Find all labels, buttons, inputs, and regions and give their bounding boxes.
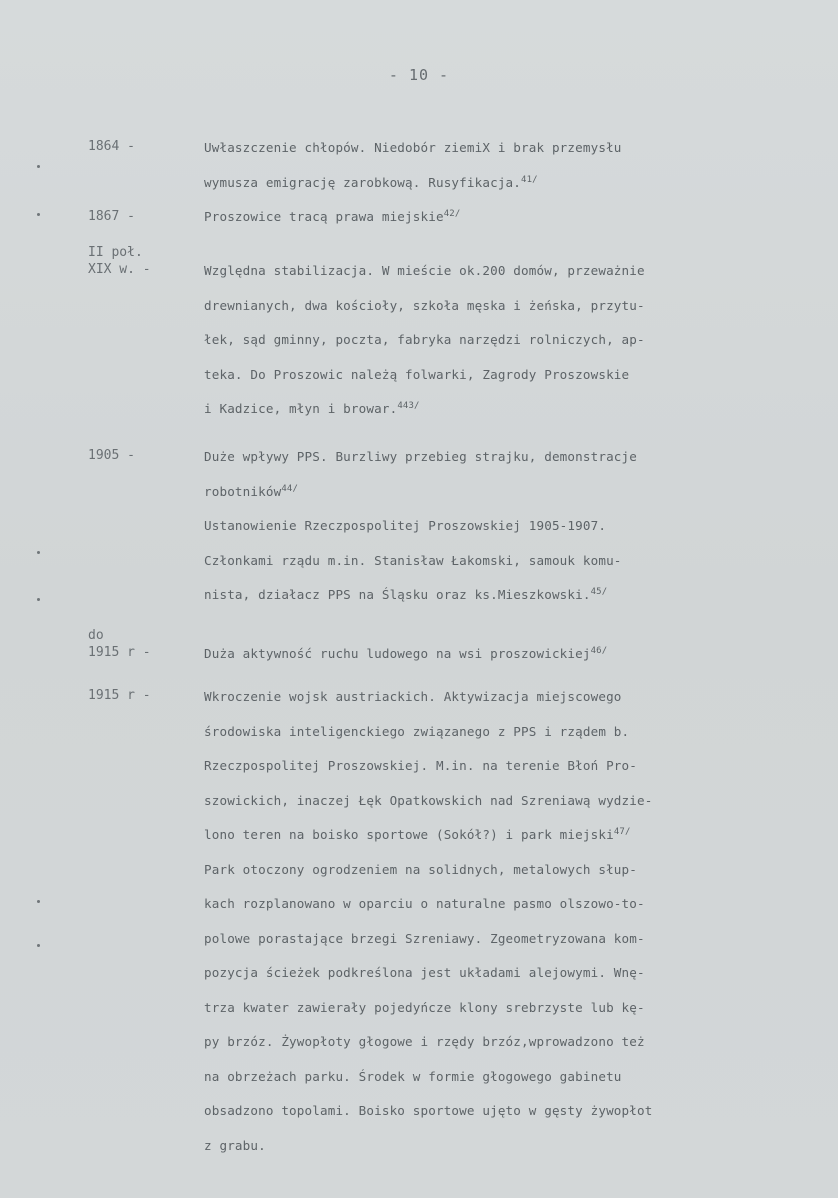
margin-speck (37, 944, 40, 947)
entry-date: 1905 - (88, 448, 135, 463)
entry-date: 1867 - (88, 209, 135, 224)
text-line: teka. Do Proszowic należą folwarki, Zagrody Proszowskie (204, 366, 630, 382)
text-line: Względna stabilizacja. W mieście ok.200 domów, przeważnie (204, 263, 645, 278)
text-line: py brzóz. Żywopłoty głogowe i rzędy brzóz,wprowadzono też (204, 1034, 645, 1049)
margin-speck (37, 900, 40, 903)
text-line: Proszowice tracą prawa miejskie$^{42/}$ (204, 208, 461, 224)
entry-date: 1915 r - (88, 688, 151, 703)
text-line: łek, sąd gminny, poczta, fabryka narzędzi rolniczych, ap- (204, 332, 645, 347)
text-line: Duża aktywność ruchu ludowego na wsi proszowickiej$^{46/}$ (204, 645, 608, 661)
entry-text (204, 254, 814, 427)
text-line: lono teren na boisko sportowe (Sokół?) i park miejski$^{47/}$ (204, 826, 631, 842)
text-line: wymusza emigrację zarobkową. Rusyfikacja.$^{41/}$ (204, 174, 538, 190)
margin-speck (37, 598, 40, 601)
text-line: Członkami rządu m.in. Stanisław Łakomski, samouk komu- (204, 552, 622, 568)
margin-speck (37, 551, 40, 554)
entry-date: II poł. XIX w. - (88, 245, 151, 277)
text-line: Wkroczenie wojsk austriackich. Aktywizacja miejscowego (204, 689, 622, 704)
text-line: kach rozplanowano w oparciu o naturalne pasmo olszowo-to- (204, 896, 645, 911)
text-line: środowiska inteligenckiego związanego z PPS i rządem b. (204, 723, 630, 739)
text-line: Ustanowienie Rzeczpospolitej Proszowskiej 1905-1907. (204, 518, 607, 533)
text-line: Uwłaszczenie chłopów. Niedobór ziemiX i brak przemysłu (204, 140, 622, 155)
entry-text (204, 680, 814, 1163)
entry-date: do 1915 r - (88, 628, 151, 660)
text-line: szowickich, inaczej Łęk Opatkowskich nad Szreniawą wydzie- (204, 792, 653, 808)
text-line: i Kadzice, młyn i browar.$^{443/}$ (204, 400, 420, 416)
text-line: obsadzono topolami. Boisko sportowe ujęto w gęsty żywopłot (204, 1103, 653, 1118)
text-line: Duże wpływy PPS. Burzliwy przebieg strajku, demonstracje (204, 449, 637, 464)
text-line: drewnianych, dwa kościoły, szkoła męska i żeńska, przytu- (204, 297, 645, 313)
entry-text (204, 131, 814, 200)
entry-text (204, 200, 814, 235)
entry-text (204, 637, 814, 672)
text-line: na obrzeżach parku. Środek w formie głogowego gabinetu (204, 1068, 622, 1084)
text-line: nista, działacz PPS na Śląsku oraz ks.Mieszkowski.$^{45/}$ (204, 586, 608, 602)
entry-text (204, 440, 814, 613)
text-line: Park otoczony ogrodzeniem na solidnych, metalowych słup- (204, 861, 637, 877)
text-line: Rzeczpospolitej Proszowskiej. M.in. na terenie Błoń Pro- (204, 758, 637, 773)
text-line: polowe porastające brzegi Szreniawy. Zgeometryzowana kom- (204, 930, 645, 946)
text-line: z grabu. (204, 1137, 266, 1153)
text-line: pozycja ścieżek podkreślona jest układami alejowymi. Wnę- (204, 965, 645, 980)
margin-speck (37, 213, 40, 216)
text-line: robotników$^{44/}$ (204, 483, 299, 499)
page-number: - 10 - (388, 66, 450, 84)
text-line: trza kwater zawierały pojedyńcze klony srebrzyste lub kę- (204, 999, 645, 1015)
margin-speck (37, 165, 40, 168)
entry-date: 1864 - (88, 139, 135, 154)
